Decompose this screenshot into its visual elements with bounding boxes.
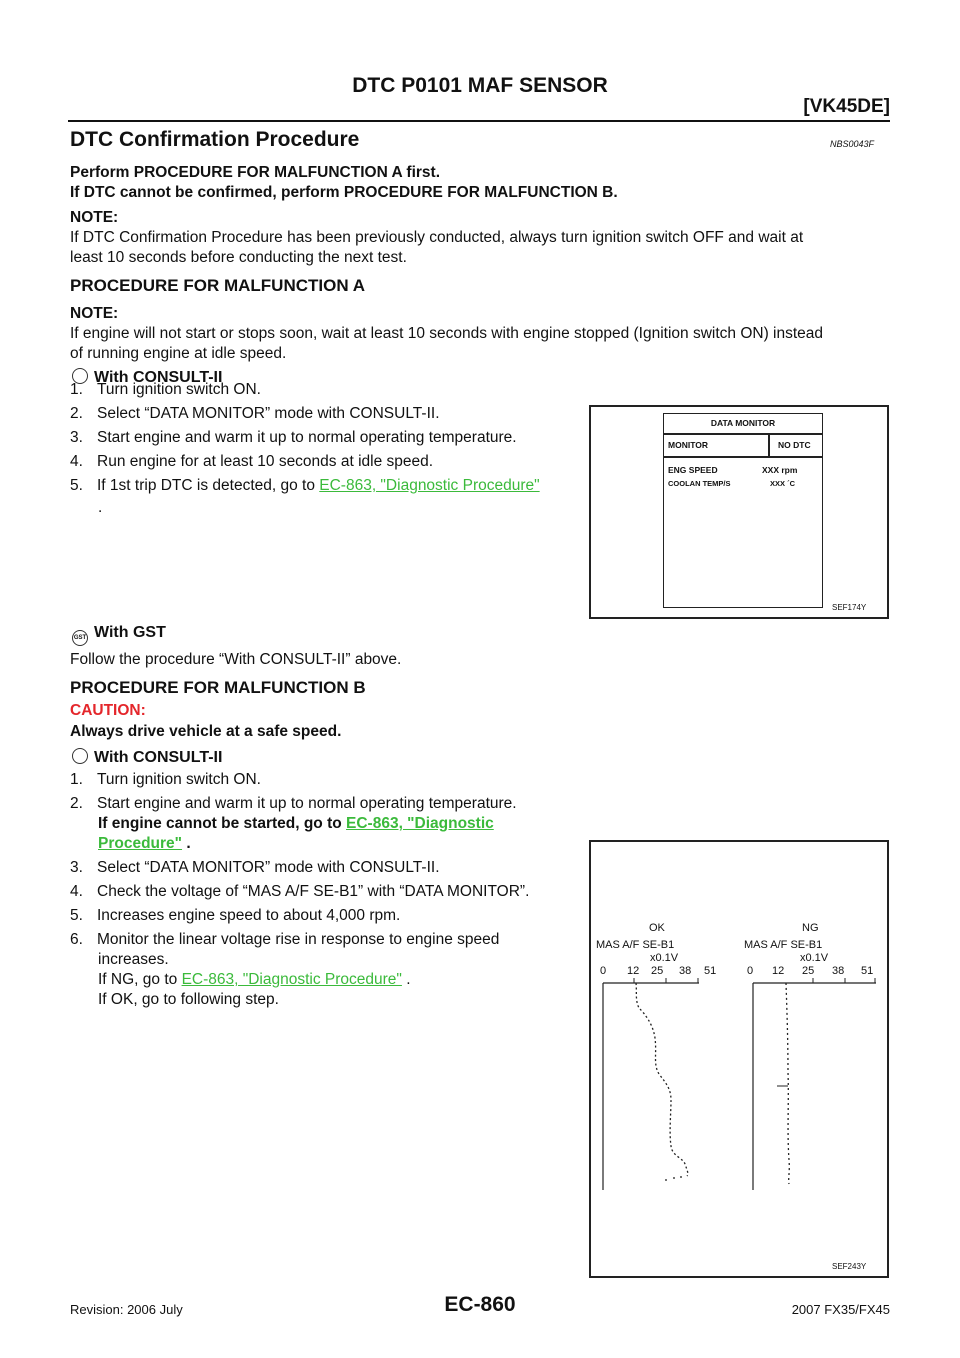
diagnostic-procedure-link[interactable]: EC-863, "Diagnostic Procedure" bbox=[319, 477, 540, 494]
ng-tick-label: 51 bbox=[861, 965, 874, 977]
ng-label: NG bbox=[802, 922, 819, 934]
ng-tick-label: 0 bbox=[747, 965, 754, 977]
data-monitor-screen bbox=[663, 413, 823, 608]
proc-a-gst-title: With GST bbox=[94, 624, 166, 641]
ng-unit: x0.1V bbox=[800, 952, 829, 964]
proc-b-step-2-sub: If engine cannot be started, go to EC-863, "Diagnostic Procedure" . bbox=[98, 815, 494, 852]
intro-note-label: NOTE: bbox=[70, 209, 119, 226]
proc-a-note-line-2: of running engine at idle speed. bbox=[70, 345, 287, 362]
proc-a-steps bbox=[70, 380, 590, 518]
ok-unit: x0.1V bbox=[650, 952, 679, 964]
proc-a-title: PROCEDURE FOR MALFUNCTION A bbox=[70, 276, 365, 295]
proc-b-step-3: 3. Select “DATA MONITOR” mode with CONSULT-II. bbox=[70, 859, 440, 876]
proc-a-step-4: 4. Run engine for at least 10 seconds at idle speed. bbox=[70, 453, 434, 470]
ng-voltage-trace bbox=[786, 983, 789, 1184]
ng-signal-label: MAS A/F SE-B1 bbox=[744, 939, 823, 951]
intro-note-line-1: If DTC Confirmation Procedure has been previously conducted, always turn ignition switch OFF and wait at bbox=[70, 229, 804, 246]
proc-a-step-5: 5. If 1st trip DTC is detected, go to EC-863, "Diagnostic Procedure" bbox=[70, 477, 540, 494]
diagnostic-procedure-link[interactable]: EC-863, "Diagnostic Procedure" bbox=[98, 815, 494, 852]
proc-a-step-1: 1. Turn ignition switch ON. bbox=[70, 381, 261, 398]
data-monitor-col-divider bbox=[768, 434, 770, 456]
proc-a-gst-heading bbox=[72, 624, 166, 646]
eng-speed-value: XXX rpm bbox=[762, 465, 798, 475]
model-name: 2007 FX35/FX45 bbox=[791, 1302, 890, 1317]
ok-tick-label: 51 bbox=[704, 965, 717, 977]
intro-note-line-2: least 10 seconds before conducting the next test. bbox=[70, 249, 407, 266]
eng-speed-label: ENG SPEED bbox=[668, 465, 718, 475]
proc-a-gst-text: Follow the procedure “With CONSULT-II” above. bbox=[70, 651, 402, 668]
figure-maf-voltage bbox=[589, 840, 889, 1278]
ok-signal-label: MAS A/F SE-B1 bbox=[596, 939, 675, 951]
proc-a-step-5-end: . bbox=[98, 499, 103, 516]
maf-voltage-graphs bbox=[591, 842, 887, 1276]
proc-b-step-6-ok: If OK, go to following step. bbox=[98, 991, 279, 1008]
ok-label: OK bbox=[649, 922, 665, 934]
proc-a-step-3: 3. Start engine and warm it up to normal operating temperature. bbox=[70, 429, 517, 446]
gst-icon: GST bbox=[72, 630, 88, 646]
ng-tick-label: 38 bbox=[832, 965, 845, 977]
engine-code: [VK45DE] bbox=[803, 96, 890, 117]
ok-tick-label: 38 bbox=[679, 965, 692, 977]
data-monitor-col1: MONITOR bbox=[668, 440, 708, 450]
section-title: DTC Confirmation Procedure bbox=[70, 128, 360, 151]
proc-b-caution-text: Always drive vehicle at a safe speed. bbox=[70, 723, 342, 740]
proc-b-title: PROCEDURE FOR MALFUNCTION B bbox=[70, 678, 366, 697]
page-header-title: DTC P0101 MAF SENSOR bbox=[352, 74, 608, 97]
proc-b-step-4: 4. Check the voltage of “MAS A/F SE-B1” with “DATA MONITOR”. bbox=[70, 883, 530, 900]
proc-b-consult-heading bbox=[72, 748, 222, 767]
coolant-temp-label: COOLAN TEMP/S bbox=[668, 479, 731, 488]
header-rule bbox=[68, 120, 890, 122]
figure-1-label: SEF174Y bbox=[832, 603, 867, 612]
proc-a-note-line-1: If engine will not start or stops soon, wait at least 10 seconds with engine stopped (Ignition switch ON) instead bbox=[70, 325, 824, 342]
proc-b-step-2: 2. Start engine and warm it up to normal operating temperature. bbox=[70, 795, 517, 812]
ok-trace-tail bbox=[665, 1177, 682, 1180]
proc-b-consult-title: With CONSULT-II bbox=[94, 749, 223, 766]
consult-icon bbox=[72, 748, 88, 764]
proc-a-note-label: NOTE: bbox=[70, 305, 119, 322]
proc-b-steps bbox=[70, 770, 580, 1010]
ng-tick-label: 25 bbox=[802, 965, 815, 977]
page-number: EC-860 bbox=[444, 1293, 516, 1316]
proc-a-consult-title: With CONSULT-II bbox=[94, 369, 223, 386]
proc-b-step-5: 5. Increases engine speed to about 4,000 rpm. bbox=[70, 907, 401, 924]
intro-line-1: Perform PROCEDURE FOR MALFUNCTION A first. bbox=[70, 164, 441, 181]
proc-b-step-1: 1. Turn ignition switch ON. bbox=[70, 771, 261, 788]
data-monitor-divider-1 bbox=[664, 433, 822, 435]
ok-tick-label: 12 bbox=[627, 965, 640, 977]
proc-b-step-6: 6. Monitor the linear voltage rise in response to engine speed bbox=[70, 931, 500, 948]
figure-2-label: SEF243Y bbox=[832, 1262, 867, 1271]
ok-tick-label: 0 bbox=[600, 965, 607, 977]
ok-voltage-trace bbox=[636, 983, 688, 1176]
figure-data-monitor bbox=[589, 405, 889, 619]
revision-date: Revision: 2006 July bbox=[70, 1302, 183, 1317]
proc-b-step-6-line-2: increases. bbox=[98, 951, 169, 968]
intro-line-2: If DTC cannot be confirmed, perform PROCEDURE FOR MALFUNCTION B. bbox=[70, 184, 618, 201]
section-id: NBS0043F bbox=[830, 139, 875, 149]
diagnostic-procedure-link[interactable]: EC-863, "Diagnostic Procedure" bbox=[181, 971, 402, 988]
ng-tick-label: 12 bbox=[772, 965, 785, 977]
coolant-temp-value: XXX ´C bbox=[770, 479, 796, 488]
proc-b-step-6-ng: If NG, go to EC-863, "Diagnostic Procedure" . bbox=[98, 971, 411, 988]
data-monitor-header: DATA MONITOR bbox=[710, 418, 776, 428]
data-monitor-col2: NO DTC bbox=[778, 440, 811, 450]
proc-a-step-2: 2. Select “DATA MONITOR” mode with CONSULT-II. bbox=[70, 405, 440, 422]
ok-tick-label: 25 bbox=[651, 965, 664, 977]
proc-b-caution-label: CAUTION: bbox=[70, 702, 146, 719]
data-monitor-divider-2 bbox=[664, 456, 822, 458]
